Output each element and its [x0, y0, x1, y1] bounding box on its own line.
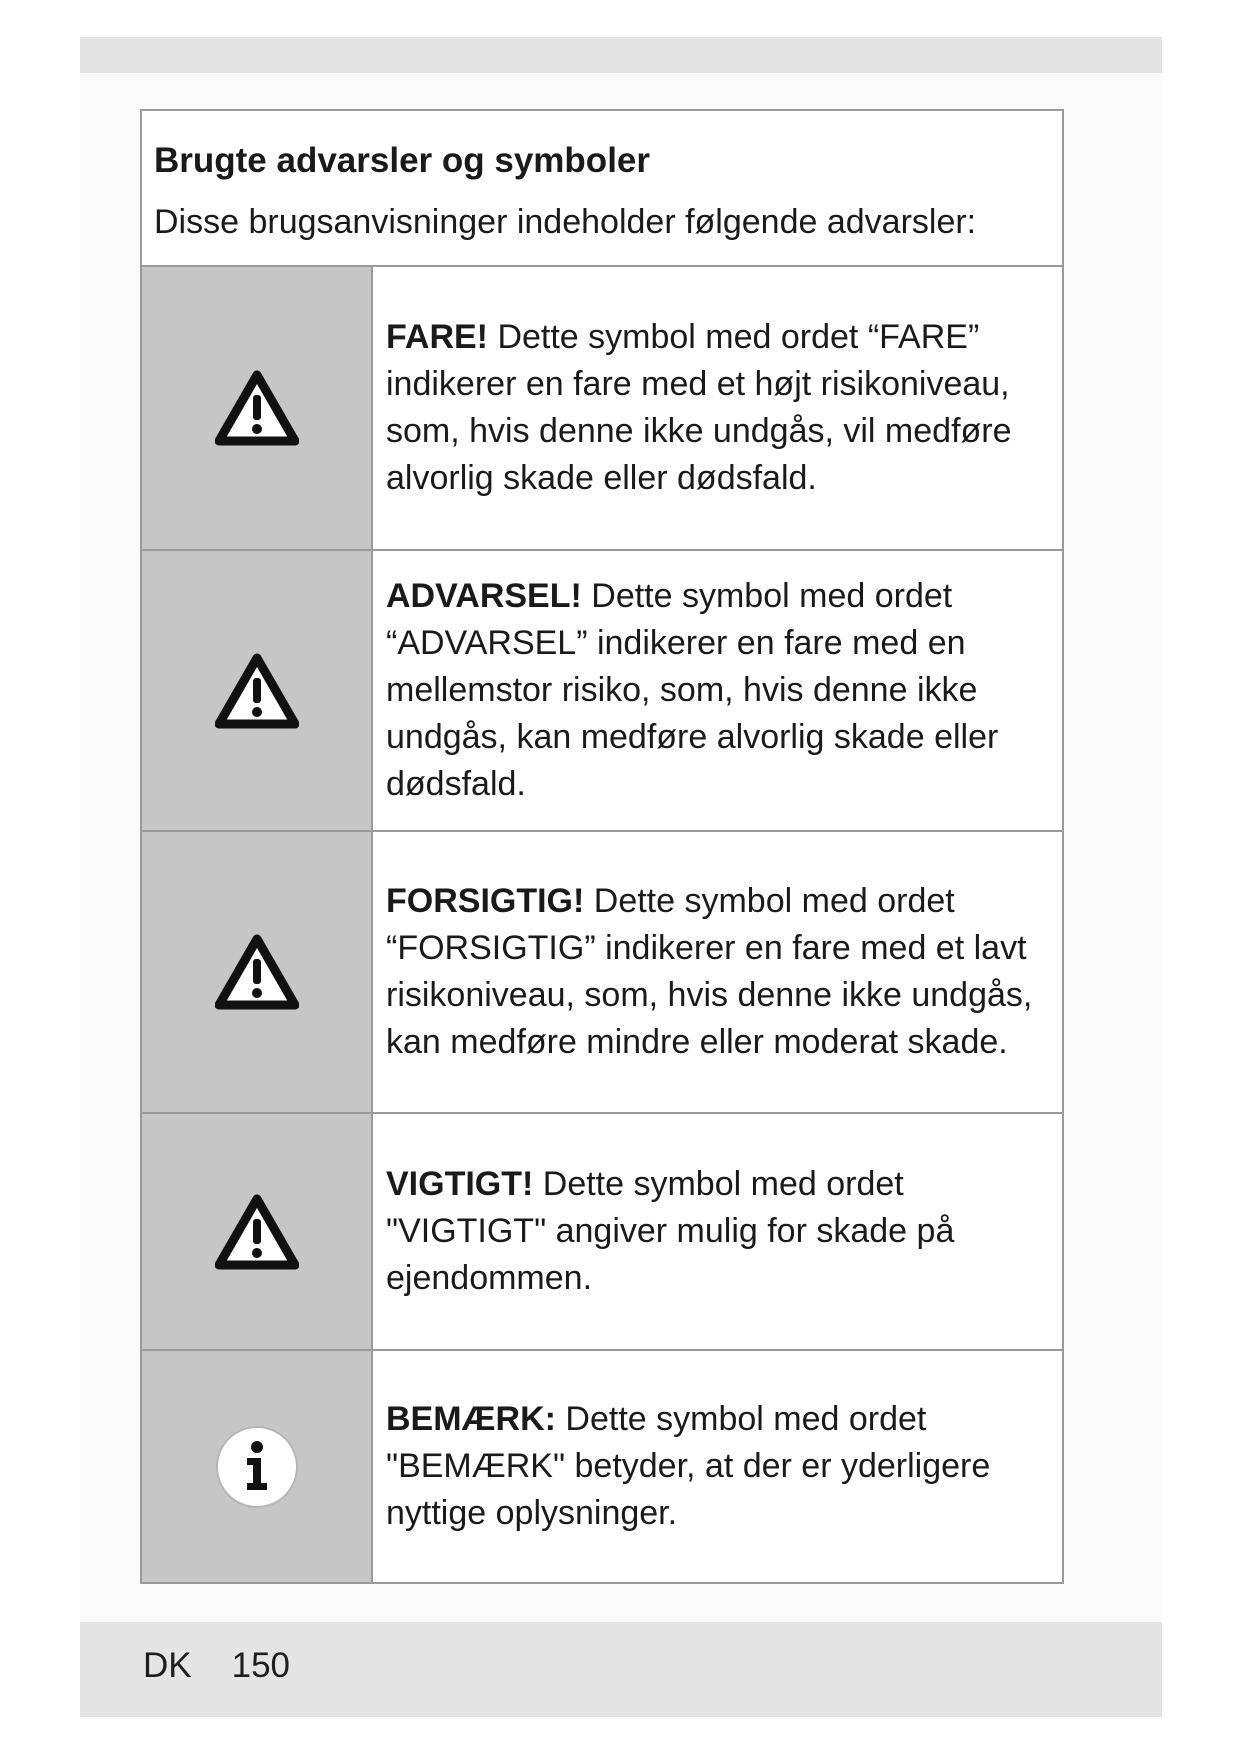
info-icon	[215, 1425, 299, 1509]
warning-description: Dette symbol med ordet “FARE” indikerer en fare med et højt risikoniveau, som, hvis denne ikke undgås, vil medføre alvorlig skade eller dødsfald.	[386, 318, 1012, 497]
warning-row-advarsel	[142, 551, 1062, 832]
warning-triangle-icon	[215, 370, 299, 446]
warning-keyword: VIGTIGT!	[386, 1165, 534, 1203]
warning-keyword: ADVARSEL!	[386, 577, 582, 615]
header-band	[80, 37, 1162, 73]
warning-row-vigtigt	[142, 1114, 1062, 1351]
note-text-cell	[386, 1351, 1056, 1582]
section-intro: Disse brugsanvisninger indeholder følgende advarsler:	[154, 203, 977, 241]
warning-description: Dette symbol med ordet “FORSIGTIG” indikerer en fare med et lavt risikoniveau, som, hvis denne ikke undgås, kan medføre mindre eller moderat skade.	[386, 882, 1033, 1061]
warnings-table	[140, 109, 1064, 1584]
warning-text	[386, 573, 1056, 808]
icon-cell	[142, 267, 373, 549]
icon-cell	[142, 1351, 373, 1582]
warning-text	[386, 878, 1056, 1066]
warning-description: Dette symbol med ordet “ADVARSEL” indikerer en fare med en mellemstor risiko, som, hvis denne ikke undgås, kan medføre alvorlig skade eller dødsfald.	[386, 577, 999, 803]
page-footer	[143, 1646, 290, 1686]
warning-keyword: FARE!	[386, 318, 488, 356]
note-keyword: BEMÆRK:	[386, 1400, 556, 1438]
warning-row-fare	[142, 267, 1062, 551]
warning-triangle-icon	[215, 1194, 299, 1270]
warning-text-cell	[386, 1114, 1056, 1349]
warning-keyword: FORSIGTIG!	[386, 882, 585, 920]
note-description: Dette symbol med ordet "BEMÆRK" betyder, at der er yderligere nyttige oplysninger.	[386, 1400, 991, 1532]
warning-row-forsigtig	[142, 832, 1062, 1114]
warning-text-cell	[386, 551, 1056, 830]
warning-description: Dette symbol med ordet "VIGTIGT" angiver mulig for skade på ejendommen.	[386, 1165, 955, 1297]
page-number: 150	[231, 1646, 291, 1685]
warning-text-cell	[386, 267, 1056, 549]
warning-text	[386, 314, 1056, 502]
note-row-bemaerk	[142, 1351, 1062, 1582]
warning-triangle-icon	[215, 653, 299, 729]
warning-text-cell	[386, 832, 1056, 1112]
warning-triangle-icon	[215, 934, 299, 1010]
icon-cell	[142, 832, 373, 1112]
warning-text	[386, 1161, 1056, 1302]
icon-cell	[142, 551, 373, 830]
note-text	[386, 1396, 1056, 1537]
icon-cell	[142, 1114, 373, 1349]
table-header	[142, 111, 1062, 267]
language-code: DK	[143, 1646, 192, 1685]
section-title: Brugte advarsler og symboler	[154, 141, 650, 180]
